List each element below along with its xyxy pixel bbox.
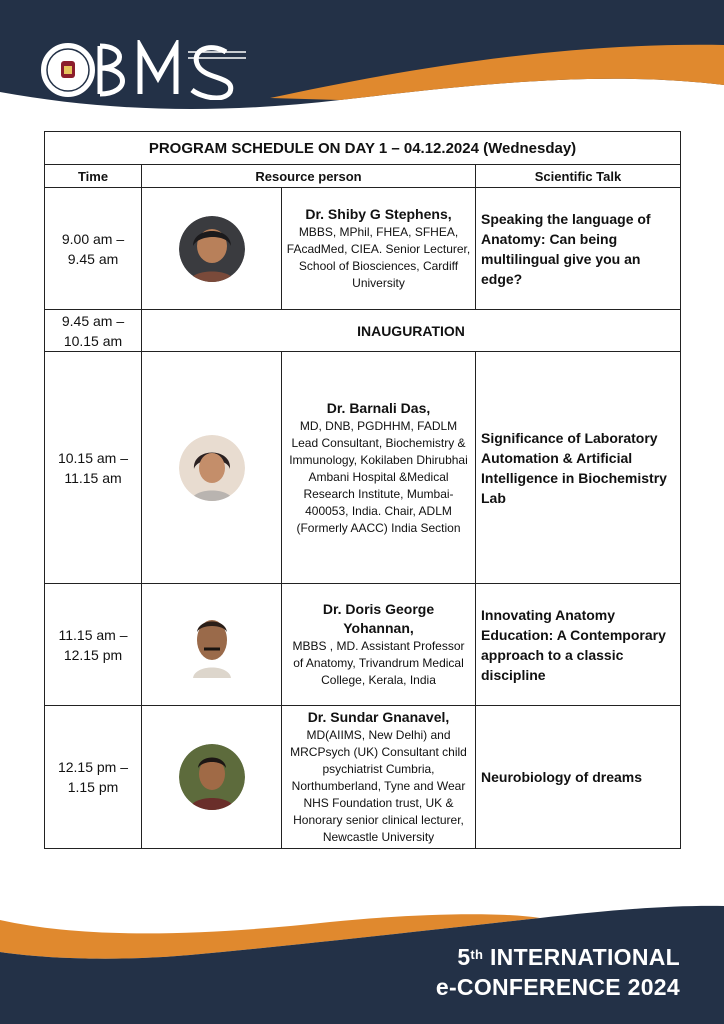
speaker-name: Dr. Shiby G Stephens, [305,206,452,222]
header-row [45,165,681,188]
talk-title: Innovating Anatomy Education: A Contemporary approach to a classic discipline [476,584,681,706]
bio-cell [282,188,476,310]
bio-cell [282,352,476,584]
table-row [45,310,681,352]
conference-title-line1 [436,942,680,972]
inauguration-label: INAUGURATION [142,310,681,352]
talk-title: Speaking the language of Anatomy: Can being multilingual give you an edge? [476,188,681,310]
time-cell: 10.15 am – 11.15 am [45,352,142,584]
table-row [45,706,681,849]
speaker-name: Dr. Sundar Gnanavel, [307,709,450,725]
time-cell: 11.15 am – 12.15 pm [45,584,142,706]
header-resource-person: Resource person [142,165,476,188]
speaker-details: MD(AIIMS, New Delhi) and MRCPsych (UK) Consultant child psychiatrist Cumbria, Northumberland, Tyne and Wear NHS Foundation trust, UK & Honorary senior clinical lecturer, Newcastle University [290,728,467,844]
speaker-photo [179,744,245,810]
table-row [45,188,681,310]
conference-title-rest: INTERNATIONAL [483,944,680,970]
photo-cell [142,352,282,584]
schedule-table [44,131,681,849]
speaker-details: MD, DNB, PGDHHM, FADLM Lead Consultant, Biochemistry & Immunology, Kokilaben Dhirubhai Ambani Hospital &Medical Research Institute, Mumbai- 400053, India. Chair, ADLM (Formerly AACC) India Section [289,418,468,535]
speaker-photo [179,216,245,282]
photo-cell [142,706,282,849]
title-row [45,132,681,165]
photo-cell [142,584,282,706]
ordinal-suffix: th [470,947,484,962]
photo-cell [142,188,282,310]
talk-title: Neurobiology of dreams [476,706,681,849]
speaker-photo [179,435,245,501]
table-row [45,352,681,584]
speaker-name: Dr. Doris George Yohannan, [322,601,435,636]
ordinal-number: 5 [457,944,471,970]
speaker-details: MBBS, MPhil, FHEA, SFHEA, FAcadMed, CIEA. Senior Lecturer, School of Biosciences, Cardiff University [286,225,471,290]
table-row [45,584,681,706]
conference-title [436,942,680,1002]
bio-cell [282,584,476,706]
header-time: Time [45,165,142,188]
speaker-photo [179,612,245,678]
bio-cell [282,706,476,849]
header-scientific-talk: Scientific Talk [476,165,681,188]
time-cell: 9.45 am – 10.15 am [45,310,142,352]
speaker-details: MBBS , MD. Assistant Professor of Anatomy, Trivandrum Medical College, Kerala, India [292,639,465,687]
obms-logo [40,40,250,100]
time-cell: 12.15 pm – 1.15 pm [45,706,142,849]
schedule-title: PROGRAM SCHEDULE ON DAY 1 – 04.12.2024 (Wednesday) [45,132,681,165]
time-cell: 9.00 am – 9.45 am [45,188,142,310]
conference-title-line2: e-CONFERENCE 2024 [435,974,680,1000]
talk-title: Significance of Laboratory Automation & Artificial Intelligence in Biochemistry Lab [476,352,681,584]
speaker-name: Dr. Barnali Das, [326,399,431,416]
